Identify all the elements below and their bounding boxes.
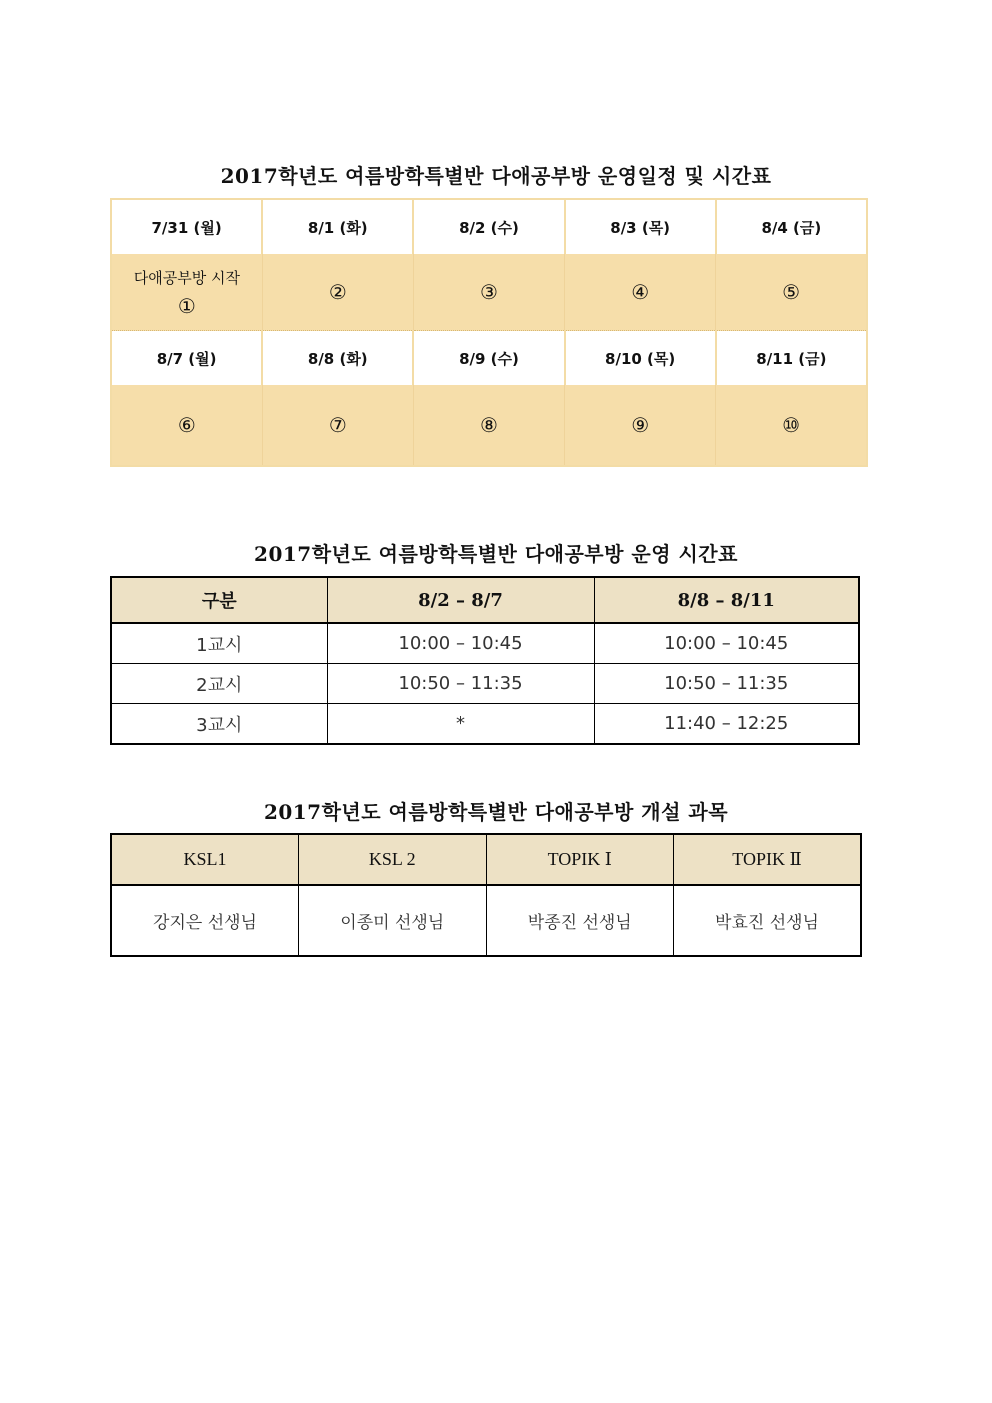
session-cell: ⑨ xyxy=(565,385,716,466)
teacher-cell: 강지은 선생님 xyxy=(111,885,299,956)
start-note: 다애공부방 시작 xyxy=(133,268,240,287)
period-cell: 3교시 xyxy=(111,704,327,745)
session-cell: ⑩ xyxy=(716,385,867,466)
period-cell: 1교시 xyxy=(111,623,327,664)
session-cell: ⑥ xyxy=(111,385,262,466)
subject-header: TOPIK Ⅰ xyxy=(486,834,674,885)
schedule-row-dates-week2 xyxy=(111,331,867,386)
session-cell xyxy=(111,254,262,331)
schedule-title: 2017학년도 여름방학특별반 다애공부방 운영일정 및 시간표 xyxy=(220,164,772,188)
subjects-table xyxy=(110,833,862,957)
time-cell: 10:00 – 10:45 xyxy=(327,623,594,664)
session-cell: ⑦ xyxy=(262,385,413,466)
teacher-cell: 박종진 선생님 xyxy=(486,885,674,956)
session-number: ① xyxy=(177,293,196,318)
date-cell: 8/8 (화) xyxy=(262,331,413,386)
time-cell: * xyxy=(327,704,594,745)
column-header: 구분 xyxy=(111,577,327,623)
timetable-header-row xyxy=(111,577,859,623)
date-cell: 8/2 (수) xyxy=(413,199,564,254)
timetable-title: 2017학년도 여름방학특별반 다애공부방 운영 시간표 xyxy=(254,542,738,566)
date-cell: 7/31 (월) xyxy=(111,199,262,254)
date-cell: 8/4 (금) xyxy=(716,199,867,254)
table-row xyxy=(111,623,859,664)
schedule-table xyxy=(110,198,868,467)
time-cell: 10:50 – 11:35 xyxy=(594,664,859,704)
date-cell: 8/1 (화) xyxy=(262,199,413,254)
date-cell: 8/7 (월) xyxy=(111,331,262,386)
session-cell: ⑧ xyxy=(413,385,564,466)
subject-header: KSL1 xyxy=(111,834,299,885)
session-cell: ④ xyxy=(565,254,716,331)
schedule-row-sessions-week1 xyxy=(111,254,867,331)
subject-header: TOPIK Ⅱ xyxy=(674,834,862,885)
table-row xyxy=(111,704,859,745)
teacher-cell: 이종미 선생님 xyxy=(299,885,487,956)
time-cell: 10:50 – 11:35 xyxy=(327,664,594,704)
table-row xyxy=(111,885,861,956)
schedule-row-sessions-week2 xyxy=(111,385,867,466)
teacher-cell: 박효진 선생님 xyxy=(674,885,862,956)
time-cell: 11:40 – 12:25 xyxy=(594,704,859,745)
date-cell: 8/9 (수) xyxy=(413,331,564,386)
period-cell: 2교시 xyxy=(111,664,327,704)
time-cell: 10:00 – 10:45 xyxy=(594,623,859,664)
session-cell: ② xyxy=(262,254,413,331)
column-header: 8/2 – 8/7 xyxy=(327,577,594,623)
column-header: 8/8 – 8/11 xyxy=(594,577,859,623)
date-cell: 8/11 (금) xyxy=(716,331,867,386)
subjects-header-row xyxy=(111,834,861,885)
schedule-row-dates-week1 xyxy=(111,199,867,254)
subjects-title: 2017학년도 여름방학특별반 다애공부방 개설 과목 xyxy=(263,800,729,824)
table-row xyxy=(111,664,859,704)
subject-header: KSL 2 xyxy=(299,834,487,885)
date-cell: 8/3 (목) xyxy=(565,199,716,254)
session-cell: ⑤ xyxy=(716,254,867,331)
date-cell: 8/10 (목) xyxy=(565,331,716,386)
session-cell: ③ xyxy=(413,254,564,331)
timetable-table xyxy=(110,576,860,745)
